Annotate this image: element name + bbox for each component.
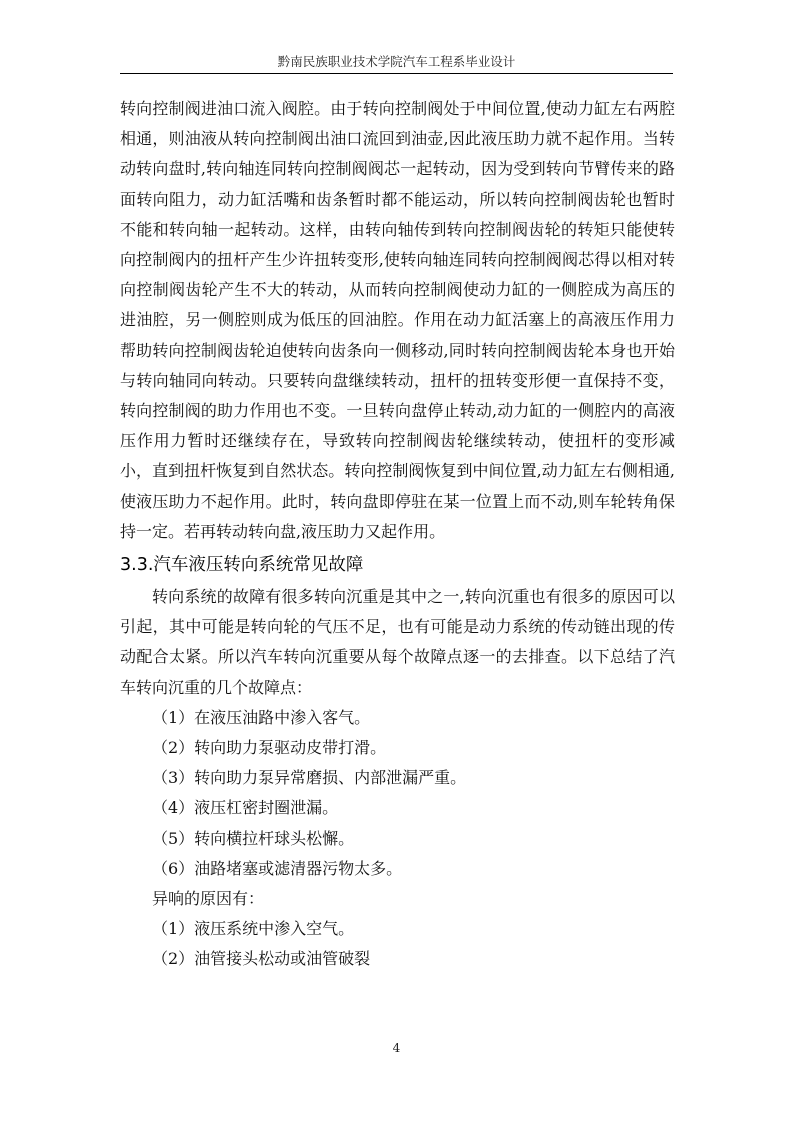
page-header: 黔南民族职业技术学院汽车工程系毕业设计 [277, 54, 516, 69]
body-paragraph-2: 转向系统的故障有很多转向沉重是其中之一,转向沉重也有很多的原因可以引起，其中可能是转向轮的气压不足，也有可能是动力系统的传动链出现的传动配合太紧。所以汽车转向沉重要从每个故障点逐一的去排查。以下总结了汽车转向沉重的几个故障点： [120, 587, 675, 697]
noise-causes-subheading: 异响的原因有： [152, 889, 265, 909]
list-item: （5）转向横拉杆球头松懈。 [152, 828, 355, 848]
list-item: （2）油管接头松动或油管破裂 [152, 949, 371, 969]
header-divider [120, 73, 673, 74]
list-item: （3）转向助力泵异常磨损、内部泄漏严重。 [152, 768, 467, 788]
list-item: （1）液压系统中渗入空气。 [152, 919, 355, 939]
heavy-steering-cause-list [120, 703, 675, 884]
list-item: （1）在液压油路中渗入客气。 [152, 707, 371, 727]
page-number: 4 [392, 1041, 401, 1055]
list-item: （2）转向助力泵驱动皮带打滑。 [152, 738, 387, 758]
page-body [120, 94, 675, 975]
section-heading: 3.3.汽车液压转向系统常见故障 [120, 555, 364, 576]
list-item: （4）液压杠密封圈泄漏。 [152, 798, 339, 818]
noise-cause-list [120, 914, 675, 974]
list-item: （6）油路堵塞或滤清器污物太多。 [152, 858, 403, 878]
body-paragraph-1: 转向控制阀进油口流入阀腔。由于转向控制阀处于中间位置,使动力缸左右两腔相通，则油液从转向控制阀出油口流回到油壶,因此液压助力就不起作用。当转动转向盘时,转向轴连同转向控制阀阀芯一起转动，因为受到转向节臂传来的路面转向阻力，动力缸活嘴和齿条暂时都不能运动，所以转向控制阀齿轮也暂时不能和转向轴一起转动。这样，由转向轴传到转向控制阀齿轮的转矩只能使转向控制阀内的扭杆产生少许扭转变形,使转向轴连同转向控制阀阀芯得以相对转向控制阀齿轮产生不大的转动，从而转向控制阀使动力缸的一侧腔成为高压的进油腔，另一侧腔则成为低压的回油腔。作用在动力缸活塞上的高液压作用力帮助转向控制阀齿轮迫使转向齿条向一侧移动,同时转向控制阀齿轮本身也开始与转向轴同向转动。只要转向盘继续转动，扭杆的扭转变形便一直保持不变，转向控制阀的助力作用也不变。一旦转向盘停止转动,动力缸的一侧腔内的高液压作用力暂时还继续存在，导致转向控制阀齿轮继续转动，使扭杆的变形减小，直到扭杆恢复到自然状态。转向控制阀恢复到中间位置,动力缸左右侧相通,使液压助力不起作用。此时，转向盘即停驻在某一位置上而不动,则车轮转角保持一定。若再转动转向盘,液压助力又起作用。 [120, 99, 675, 541]
